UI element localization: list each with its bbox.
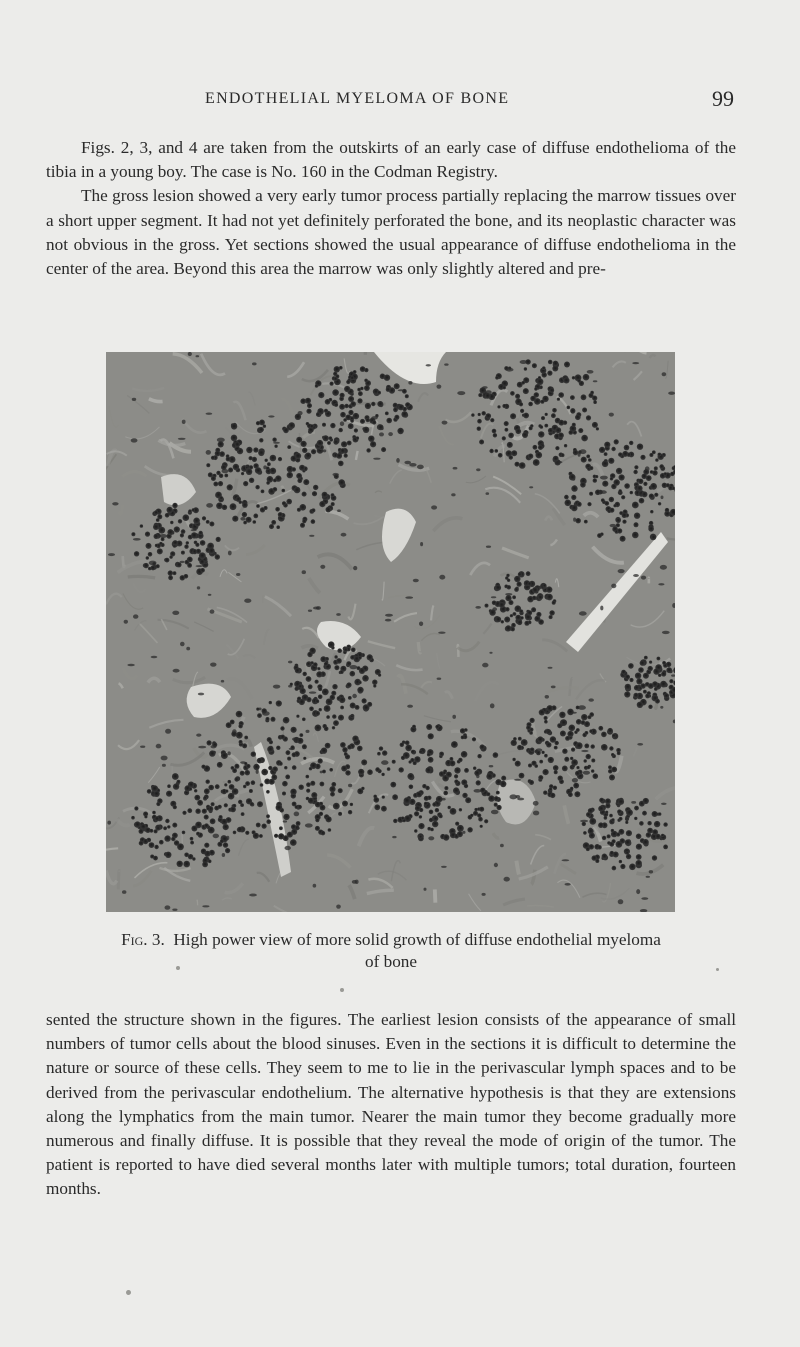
running-title: ENDOTHELIAL MYELOMA OF BONE [205,90,510,107]
caption-line-1 [46,929,736,951]
paragraph-3: sented the structure shown in the figures. The earliest lesion consists of the appearance of small numbers of tumor cells about the blood sinuses. Even in the sections it is difficult to determine the nature or source of these cells. They seem to me to lie in the perivascular lymph spaces and to be derived from the perivascular endothelium. The alternative hypothesis is that they are extensions along the lymphatics from the main tumor. Nearer the main tumor they become gradually more numerous and finally diffuse. It is possible that they reveal the mode of origin of the tumor. The patient is reported to have died several months later with multiple tumors; total duration, fourteen months. [46,1010,736,1199]
body-text-bottom [46,1008,736,1202]
page-number: 99 [712,86,734,111]
caption-line-2: of bone [364,952,418,971]
micrograph-image [106,352,675,912]
figure-caption [46,929,736,973]
body-text-top [46,136,736,281]
paragraph-1: Figs. 2, 3, and 4 are taken from the outskirts of an early case of diffuse endothelioma of the tibia in a young boy. The case is No. 160 in the Codman Registry. [46,138,736,182]
caption-text-1: High power view of more solid growth of diffuse endothelial myeloma [173,930,661,949]
paper-speck [716,968,719,971]
paper-speck [126,1290,131,1295]
running-head [0,88,800,112]
paper-speck [340,988,344,992]
paper-speck [176,966,180,970]
paragraph-2: The gross lesion showed a very early tumor process partially replacing the marrow tissues over a short upper segment. It had not yet definitely perforated the bone, and its neoplastic character was not obvious in the gross. Yet sections showed the usual appearance of diffuse endothelioma in the center of the area. Beyond this area the marrow was only slightly altered and pre- [46,186,736,279]
figure-label: Fig. 3. [121,930,165,949]
micrograph-figure [106,352,675,912]
